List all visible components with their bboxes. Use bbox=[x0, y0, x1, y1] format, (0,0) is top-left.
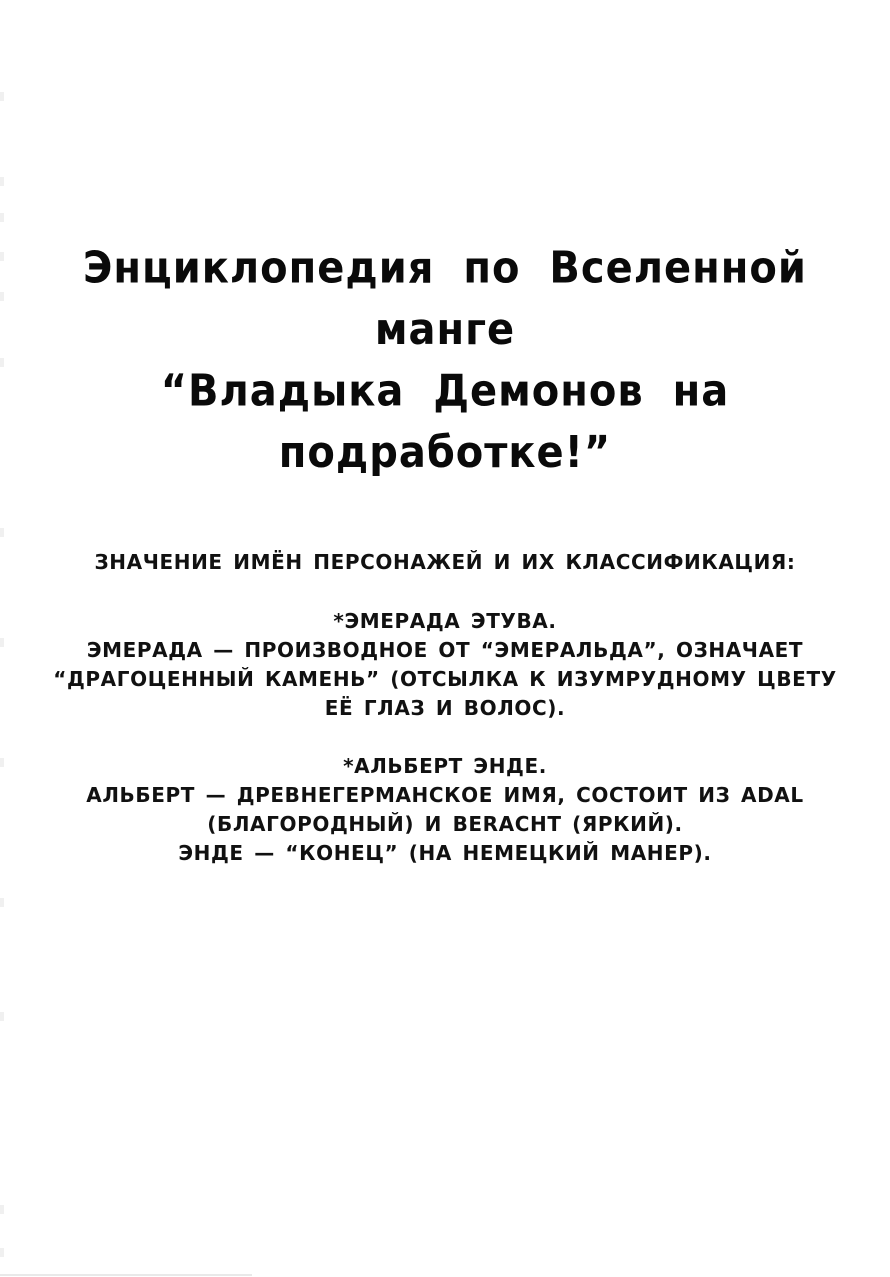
section-heading: ЗНАЧЕНИЕ ИМЁН ПЕРСОНАЖЕЙ И ИХ КЛАССИФИКАЦИЯ: bbox=[94, 550, 796, 574]
scan-artifact-tick bbox=[0, 758, 4, 767]
page-title bbox=[0, 238, 890, 484]
scan-artifact-tick bbox=[0, 358, 4, 367]
entry-albert bbox=[45, 752, 845, 868]
page-title-line-1: Энциклопедия по Вселенной манге bbox=[83, 243, 807, 355]
scan-artifact-tick bbox=[0, 1205, 4, 1214]
scan-artifact-tick bbox=[0, 528, 4, 537]
scan-artifact-tick bbox=[0, 898, 4, 907]
scan-artifact-tick bbox=[0, 213, 4, 222]
page-title-line-2: “Владыка Демонов на подработке!” bbox=[160, 366, 730, 478]
scan-artifact-tick bbox=[0, 177, 4, 186]
entry-albert-line: АЛЬБЕРТ — ДРЕВНЕГЕРМАНСКОЕ ИМЯ, СОСТОИТ ИЗ ADAL bbox=[86, 783, 804, 807]
entry-albert-line: ЭНДЕ — “КОНЕЦ” (НА НЕМЕЦКИЙ МАНЕР). bbox=[178, 841, 712, 865]
entry-albert-line: (БЛАГОРОДНЫЙ) И BERACHT (ЯРКИЙ). bbox=[207, 812, 683, 836]
entry-emerada-name: *ЭМЕРАДА ЭТУВА. bbox=[333, 609, 557, 633]
scan-artifact-bottom-line bbox=[0, 1274, 252, 1276]
scan-artifact-tick bbox=[0, 292, 4, 301]
entry-emerada-line: ЭМЕРАДА — ПРОИЗВОДНОЕ ОТ “ЭМЕРАЛЬДА”, ОЗНАЧАЕТ bbox=[86, 638, 804, 662]
entry-emerada bbox=[45, 607, 845, 723]
scan-artifact-tick bbox=[0, 638, 4, 647]
scan-artifact-tick bbox=[0, 1012, 4, 1021]
scan-artifact-tick bbox=[0, 1248, 4, 1257]
entry-emerada-line: “ДРАГОЦЕННЫЙ КАМЕНЬ” (ОТСЫЛКА К ИЗУМРУДНОМУ ЦВЕТУ bbox=[53, 667, 837, 691]
scan-artifact-tick bbox=[0, 252, 4, 261]
entry-emerada-line: ЕЁ ГЛАЗ И ВОЛОС). bbox=[324, 696, 566, 720]
entry-albert-name: *АЛЬБЕРТ ЭНДЕ. bbox=[343, 754, 547, 778]
scan-artifact-tick bbox=[0, 92, 4, 101]
